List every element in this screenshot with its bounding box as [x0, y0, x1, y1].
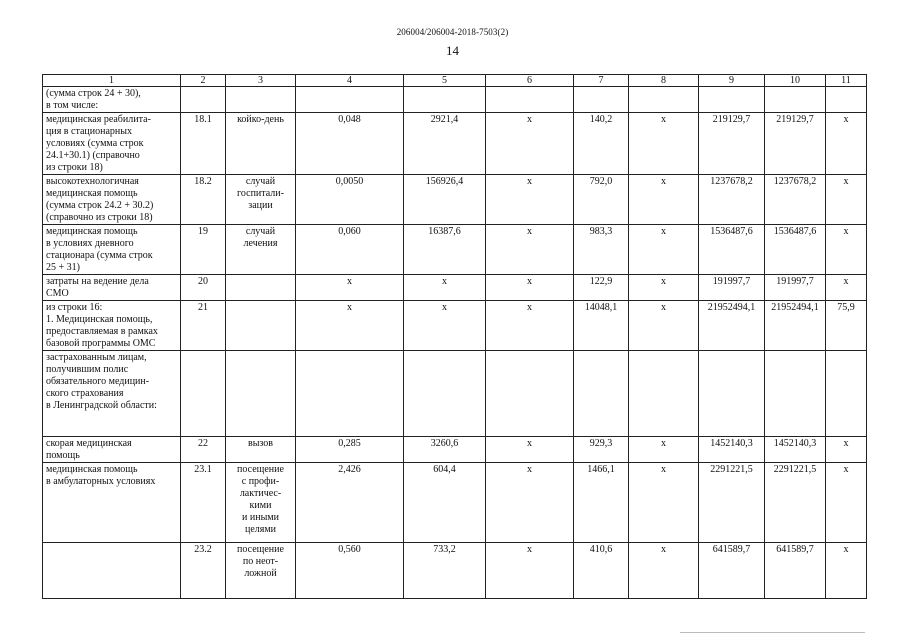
- table-cell-col-9: 2291221,5: [699, 463, 765, 543]
- table-cell-col-5: 604,4: [404, 463, 486, 543]
- table-cell-col-3: случай госпитали- зации: [226, 175, 296, 225]
- table-cell-col-1: застрахованным лицам, получившим полис обязательного медицин- ского страхования в Ленинградской области:: [43, 351, 181, 437]
- table-cell-col-10: 191997,7: [765, 275, 826, 301]
- table-cell-col-5: х: [404, 301, 486, 351]
- table-cell-col-1: затраты на ведение дела СМО: [43, 275, 181, 301]
- table-row: [43, 113, 867, 175]
- table-cell-col-1: скорая медицинская помощь: [43, 437, 181, 463]
- table-cell-col-9: 1452140,3: [699, 437, 765, 463]
- table-cell-col-4: 0,048: [296, 113, 404, 175]
- table-cell-col-10: 219129,7: [765, 113, 826, 175]
- table-cell-col-10: 1452140,3: [765, 437, 826, 463]
- table-cell-col-11: х: [826, 543, 867, 599]
- table-cell-col-4: х: [296, 301, 404, 351]
- table-cell-col-7: 1466,1: [574, 463, 629, 543]
- table-cell-col-10: 1536487,6: [765, 225, 826, 275]
- column-header: 11: [826, 75, 867, 87]
- table-cell-col-8: х: [629, 463, 699, 543]
- column-header: 8: [629, 75, 699, 87]
- table-cell-col-1: (сумма строк 24 + 30), в том числе:: [43, 87, 181, 113]
- table-cell-col-7: 792,0: [574, 175, 629, 225]
- table-cell-col-11: х: [826, 437, 867, 463]
- table-cell-col-3: [226, 301, 296, 351]
- table-cell-col-6: х: [486, 301, 574, 351]
- table-cell-col-7: 929,3: [574, 437, 629, 463]
- table-cell-col-6: х: [486, 437, 574, 463]
- table-cell-col-4: 0,0050: [296, 175, 404, 225]
- table-cell-col-10: 1237678,2: [765, 175, 826, 225]
- table-cell-col-9: [699, 351, 765, 437]
- table-cell-col-8: х: [629, 225, 699, 275]
- table-cell-col-7: 140,2: [574, 113, 629, 175]
- table-row: [43, 175, 867, 225]
- table-cell-col-1: высокотехнологичная медицинская помощь (сумма строк 24.2 + 30.2) (справочно из строки 18): [43, 175, 181, 225]
- footer-rule: [680, 632, 865, 633]
- table-cell-col-11: [826, 87, 867, 113]
- table-cell-col-1: медицинская реабилита- ция в стационарных условиях (сумма строк 24.1+30.1) (справочно из строки 18): [43, 113, 181, 175]
- table-cell-col-3: случай лечения: [226, 225, 296, 275]
- table-cell-col-2: 20: [181, 275, 226, 301]
- table-cell-col-4: 2,426: [296, 463, 404, 543]
- data-table: [42, 74, 867, 599]
- table-cell-col-5: [404, 351, 486, 437]
- table-cell-col-11: х: [826, 463, 867, 543]
- table-cell-col-2: 18.2: [181, 175, 226, 225]
- table-cell-col-5: 2921,4: [404, 113, 486, 175]
- table-cell-col-7: 122,9: [574, 275, 629, 301]
- table-cell-col-10: [765, 87, 826, 113]
- table-cell-col-3: [226, 275, 296, 301]
- table-cell-col-4: 0,060: [296, 225, 404, 275]
- page-number: 14: [446, 43, 459, 58]
- table-cell-col-10: [765, 351, 826, 437]
- table-row: [43, 275, 867, 301]
- column-header: 2: [181, 75, 226, 87]
- table-cell-col-6: х: [486, 275, 574, 301]
- table-cell-col-8: х: [629, 113, 699, 175]
- table-cell-col-2: 23.1: [181, 463, 226, 543]
- table-cell-col-6: [486, 87, 574, 113]
- table-cell-col-5: 733,2: [404, 543, 486, 599]
- table-cell-col-5: х: [404, 275, 486, 301]
- table-cell-col-7: 983,3: [574, 225, 629, 275]
- table-cell-col-5: 156926,4: [404, 175, 486, 225]
- table-cell-col-5: 3260,6: [404, 437, 486, 463]
- table-cell-col-6: х: [486, 175, 574, 225]
- column-header: 9: [699, 75, 765, 87]
- column-header: 3: [226, 75, 296, 87]
- table-cell-col-4: [296, 351, 404, 437]
- table-cell-col-11: х: [826, 175, 867, 225]
- table-cell-col-8: х: [629, 437, 699, 463]
- table-row: [43, 301, 867, 351]
- column-header: 10: [765, 75, 826, 87]
- table-cell-col-8: [629, 87, 699, 113]
- table-cell-col-1: медицинская помощь в условиях дневного стационара (сумма строк 25 + 31): [43, 225, 181, 275]
- table-cell-col-2: 23.2: [181, 543, 226, 599]
- table-cell-col-3: [226, 87, 296, 113]
- table-cell-col-3: посещение по неот- ложной: [226, 543, 296, 599]
- column-header: 5: [404, 75, 486, 87]
- table-row: [43, 225, 867, 275]
- table-cell-col-6: х: [486, 543, 574, 599]
- table-cell-col-9: 1536487,6: [699, 225, 765, 275]
- table-cell-col-9: 21952494,1: [699, 301, 765, 351]
- table-cell-col-3: вызов: [226, 437, 296, 463]
- table-cell-col-4: х: [296, 275, 404, 301]
- table-cell-col-8: х: [629, 543, 699, 599]
- table-row: [43, 351, 867, 437]
- table-cell-col-5: 16387,6: [404, 225, 486, 275]
- table-cell-col-10: 641589,7: [765, 543, 826, 599]
- table-cell-col-6: [486, 351, 574, 437]
- table-cell-col-9: 1237678,2: [699, 175, 765, 225]
- table-cell-col-9: 191997,7: [699, 275, 765, 301]
- table-cell-col-6: х: [486, 113, 574, 175]
- table-row: [43, 87, 867, 113]
- column-header: 6: [486, 75, 574, 87]
- table-cell-col-8: [629, 351, 699, 437]
- table-cell-col-4: [296, 87, 404, 113]
- table-cell-col-7: [574, 87, 629, 113]
- column-number-row: [43, 75, 867, 87]
- table-cell-col-10: 2291221,5: [765, 463, 826, 543]
- table-cell-col-7: 410,6: [574, 543, 629, 599]
- table-cell-col-6: х: [486, 225, 574, 275]
- table-cell-col-10: 21952494,1: [765, 301, 826, 351]
- table-cell-col-3: посещение с профи- лактичес- кими и иными целями: [226, 463, 296, 543]
- table-cell-col-11: х: [826, 225, 867, 275]
- document-id: 206004/206004-2018-7503(2): [396, 27, 509, 37]
- table-row: [43, 437, 867, 463]
- table-cell-col-11: [826, 351, 867, 437]
- table-cell-col-2: 21: [181, 301, 226, 351]
- table-row: [43, 463, 867, 543]
- table-cell-col-8: х: [629, 175, 699, 225]
- table-cell-col-8: х: [629, 301, 699, 351]
- table-cell-col-2: [181, 87, 226, 113]
- table-cell-col-1: медицинская помощь в амбулаторных условиях: [43, 463, 181, 543]
- table-cell-col-9: 219129,7: [699, 113, 765, 175]
- table-cell-col-4: 0,560: [296, 543, 404, 599]
- table-cell-col-7: 14048,1: [574, 301, 629, 351]
- column-header: 4: [296, 75, 404, 87]
- table-cell-col-2: 22: [181, 437, 226, 463]
- column-header: 7: [574, 75, 629, 87]
- table-cell-col-2: 18.1: [181, 113, 226, 175]
- table-cell-col-11: х: [826, 275, 867, 301]
- table-cell-col-3: [226, 351, 296, 437]
- table-cell-col-2: 19: [181, 225, 226, 275]
- table-cell-col-1: из строки 16: 1. Медицинская помощь, предоставляемая в рамках базовой программы ОМС: [43, 301, 181, 351]
- table-cell-col-3: койко-день: [226, 113, 296, 175]
- table-cell-col-9: [699, 87, 765, 113]
- table-cell-col-4: 0,285: [296, 437, 404, 463]
- table-cell-col-7: [574, 351, 629, 437]
- table-cell-col-9: 641589,7: [699, 543, 765, 599]
- table-cell-col-5: [404, 87, 486, 113]
- table-row: [43, 543, 867, 599]
- table-cell-col-8: х: [629, 275, 699, 301]
- table-cell-col-2: [181, 351, 226, 437]
- table-cell-col-11: 75,9: [826, 301, 867, 351]
- table-cell-col-11: х: [826, 113, 867, 175]
- table-cell-col-6: х: [486, 463, 574, 543]
- table-cell-col-1: [43, 543, 181, 599]
- column-header: 1: [43, 75, 181, 87]
